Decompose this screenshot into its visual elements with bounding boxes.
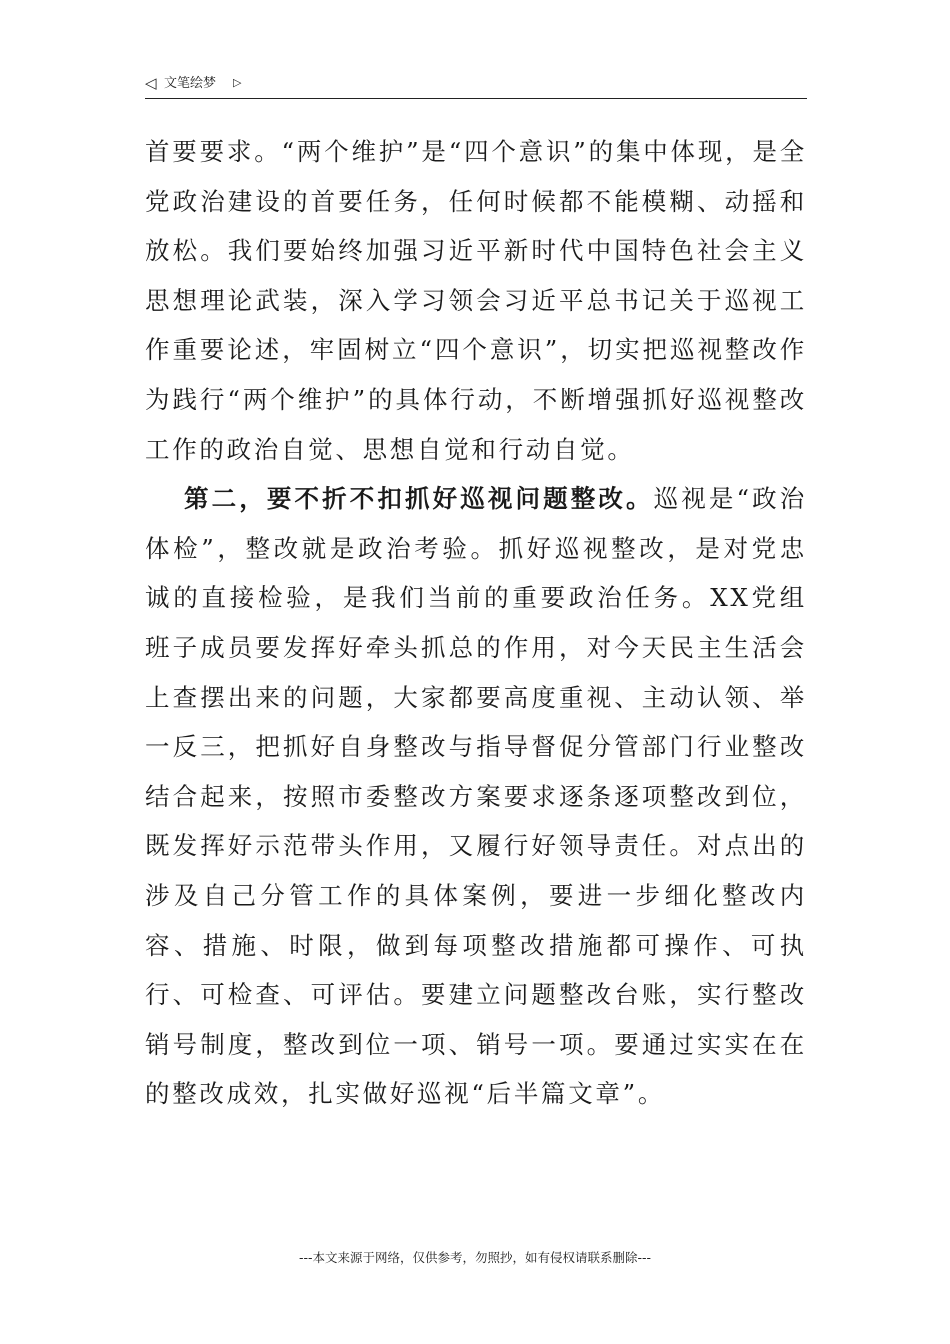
left-triangle-icon: ◁	[145, 74, 157, 92]
footer-notice: ---本文来源于网络，仅供参考，勿照抄，如有侵权请联系删除---	[298, 1250, 652, 1265]
paragraph-continued	[145, 127, 807, 474]
header-brand: 文笔绘梦	[164, 76, 217, 91]
paragraph-lead-heading: 第二，要不折不扣抓好巡视问题整改。	[184, 484, 654, 514]
paragraph-text: 首要要求。“两个维护”是“四个意识”的集中体现，是全党政治建设的首要任务，任何时候都不能模糊、动摇和放松。我们要始终加强习近平新时代中国特色社会主义思想理论武装，深入学习领会习近平总书记关于巡视工作重要论述，牢固树立“四个意识”，切实把巡视整改作为践行“两个维护”的具体行动，不断增强抓好巡视整改工作的政治自觉、思想自觉和行动自觉。	[145, 137, 807, 464]
right-triangle-icon: ▷	[233, 76, 242, 89]
page-header	[145, 74, 807, 99]
paragraph-text: 巡视是“政治体检”，整改就是政治考验。抓好巡视整改，是对党忠诚的直接检验，是我们当前的重要政治任务。XX党组班子成员要发挥好牵头抓总的作用，对今天民主生活会上查摆出来的问题，大家都要高度重视、主动认领、举一反三，把抓好自身整改与指导督促分管部门行业整改结合起来，按照市委整改方案要求逐条逐项整改到位，既发挥好示范带头作用，又履行好领导责任。对点出的涉及自己分管工作的具体案例，要进一步细化整改内容、措施、时限，做到每项整改措施都可操作、可执行、可检查、可评估。要建立问题整改台账，实行整改销号制度，整改到位一项、销号一项。要通过实实在在的整改成效，扎实做好巡视“后半篇文章”。	[145, 484, 807, 1109]
document-body	[145, 127, 807, 1119]
paragraph-second-point	[145, 474, 807, 1119]
